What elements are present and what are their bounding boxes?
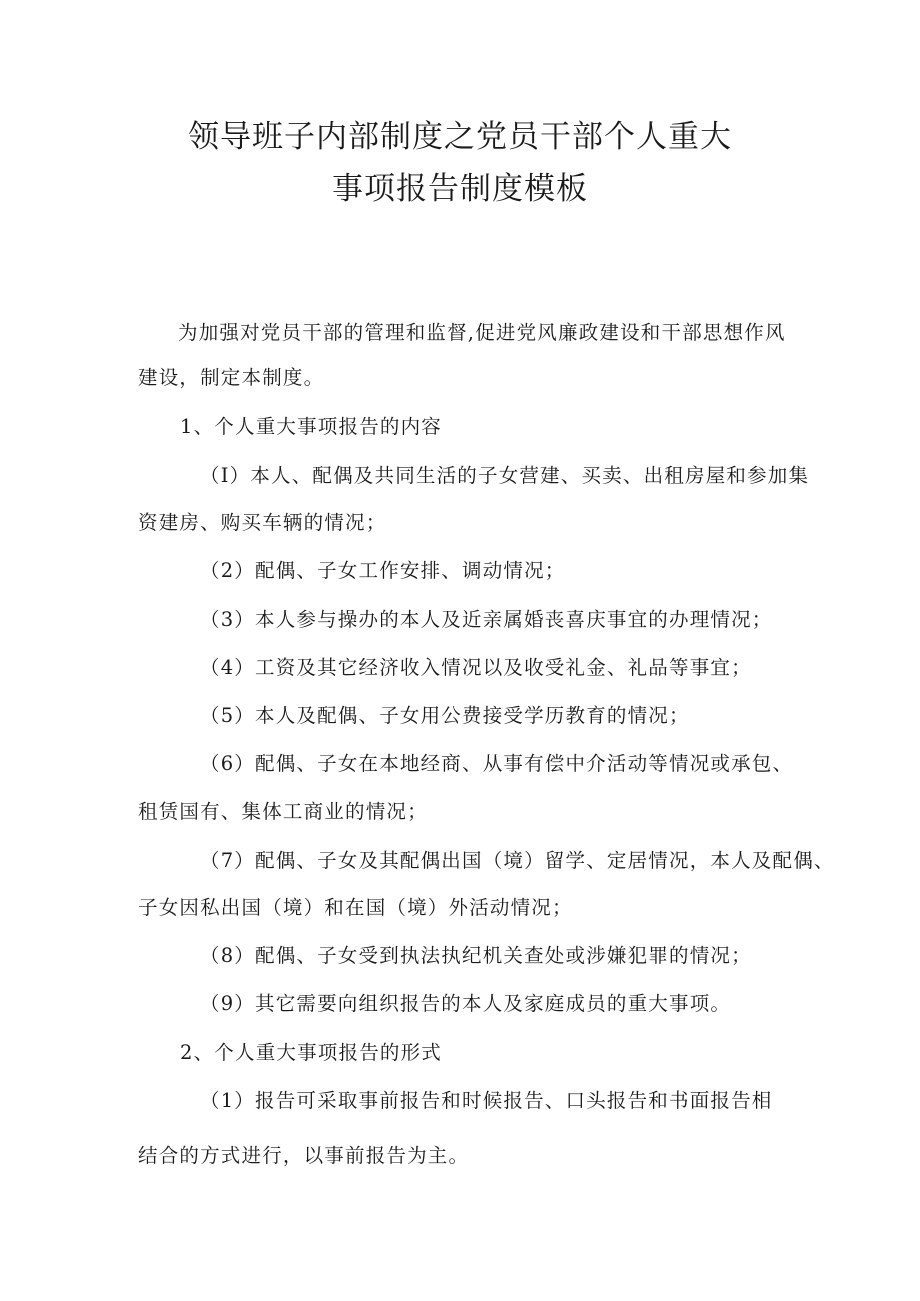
list-item-9: （9）其它需要向组织报告的本人及家庭成员的重大事项。 (200, 992, 732, 1015)
list-item-1-line-1: （I）本人、配偶及共同生活的子女营建、买卖、出租房屋和参加集 (200, 464, 810, 487)
form-item-1-line-2: 结合的方式进行，以事前报告为主。 (138, 1144, 470, 1167)
list-item-6-line-1: （6）配偶、子女在本地经商、从事有偿中介活动等情况或承包、 (200, 752, 794, 775)
list-item-6-line-2: 租赁国有、集体工商业的情况； (138, 800, 428, 823)
list-item-7-line-1: （7）配偶、子女及其配偶出国（境）留学、定居情况，本人及配偶、 (200, 849, 835, 872)
list-item-8: （8）配偶、子女受到执法执纪机关查处或涉嫌犯罪的情况； (200, 944, 752, 967)
list-item-7-line-2: 子女因私出国（境）和在国（境）外活动情况； (138, 896, 573, 919)
form-item-1-line-1: （1）报告可采取事前报告和时候报告、口头报告和书面报告相 (200, 1089, 773, 1112)
section-heading-1: 1、个人重大事项报告的内容 (180, 415, 443, 438)
list-item-2: （2）配偶、子女工作安排、调动情况； (200, 559, 566, 582)
list-item-4: （4）工资及其它经济收入情况以及收受礼金、礼品等事宜； (200, 656, 752, 679)
document-title-line-2: 事项报告制度模板 (332, 171, 588, 207)
paragraph-intro-line-1: 为加强对党员干部的管理和监督,促进党风廉政建设和干部思想作风 (178, 321, 786, 344)
list-item-1-line-2: 资建房、购买车辆的情况； (138, 511, 387, 534)
list-item-5: （5）本人及配偶、子女用公费接受学历教育的情况； (200, 704, 690, 727)
section-heading-2: 2、个人重大事项报告的形式 (180, 1041, 443, 1064)
paragraph-intro-line-2: 建设，制定本制度。 (138, 366, 325, 389)
list-item-3: （3）本人参与操办的本人及近亲属婚丧喜庆事宜的办理情况； (200, 608, 773, 631)
document-title-line-1: 领导班子内部制度之党员干部个人重大 (188, 119, 732, 155)
